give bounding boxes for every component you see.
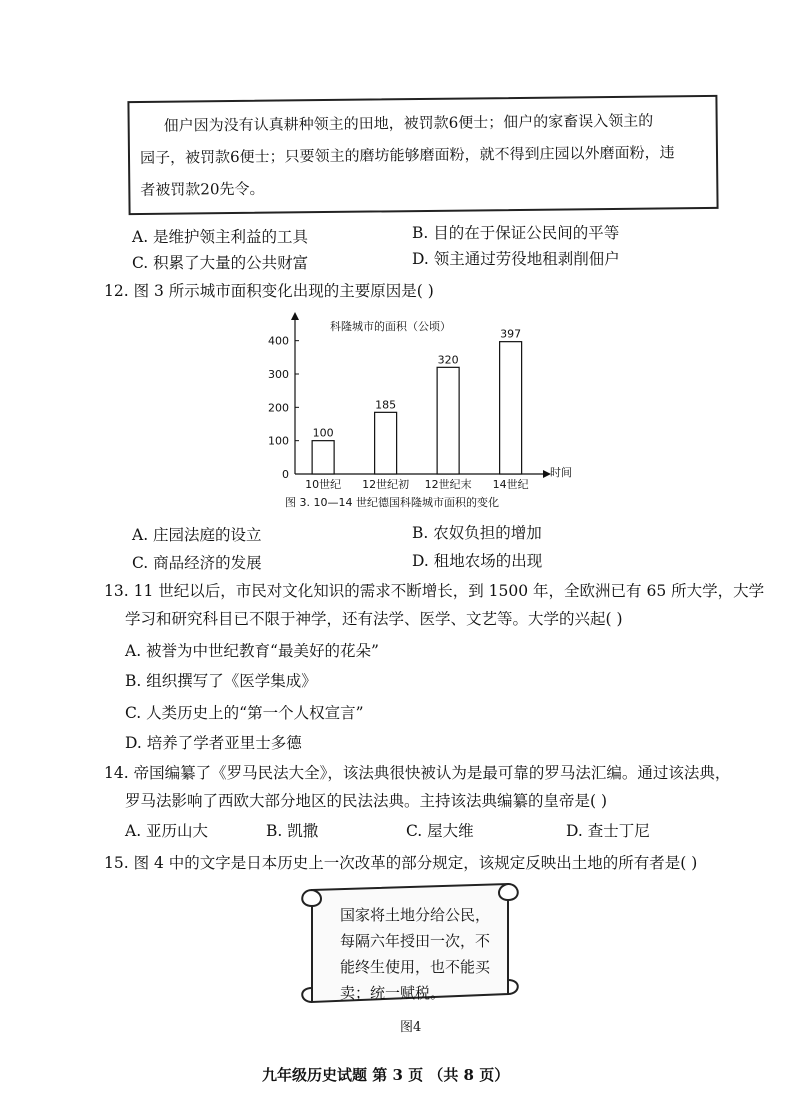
scroll-line-2: 每隔六年授田一次，不 [340,932,491,950]
q14-option-a[interactable]: A. 亚历山大 [125,822,209,840]
quote-box [127,95,718,215]
scroll-right-roll [499,884,518,900]
y-tick-label: 0 [282,468,289,481]
q12-option-b[interactable]: B. 农奴负担的增加 [412,524,542,542]
bar [500,342,522,474]
q11-option-d[interactable]: D. 领主通过劳役地租剥削佃户 [412,250,620,268]
q13-option-a[interactable]: A. 被誉为中世纪教育“最美好的花朵” [125,642,379,660]
q14-option-c[interactable]: C. 屋大维 [406,822,474,840]
bar [312,441,334,474]
category-label: 12世纪末 [424,478,472,491]
y-tick-label: 100 [268,434,289,448]
bar-value-label: 320 [437,353,459,367]
city-area-bar-chart [245,300,575,525]
figure-4-label: 图4 [400,1020,422,1035]
quote-line-1: 佃户因为没有认真耕种领主的田地，被罚款6便士；佃户的家畜误入领主的 [163,111,654,135]
q12-stem: 12. 图 3 所示城市面积变化出现的主要原因是( ) [104,282,434,300]
bar-value-label: 397 [500,327,522,341]
y-tick-label: 200 [268,401,289,415]
scroll-line-4: 卖；统一赋税。 [340,984,446,1002]
scroll-line-1: 国家将土地分给公民， [340,906,491,924]
q12-option-d[interactable]: D. 租地农场的出现 [412,552,543,570]
q11-option-a[interactable]: A. 是维护领主利益的工具 [132,228,309,246]
chart-bars [305,328,529,491]
q12-option-c[interactable]: C. 商品经济的发展 [132,554,262,572]
bar-value-label: 100 [312,426,334,440]
category-label: 10世纪 [305,478,342,491]
quote-line-2: 园子，被罚款6便士；只要领主的磨坊能够磨面粉，就不得到庄园以外磨面粉，违 [139,143,675,167]
bar [375,412,397,474]
chart-xlabel: 时间 [550,466,572,479]
y-axis-arrow [291,312,299,320]
q11-option-c[interactable]: C. 积累了大量的公共财富 [132,254,309,272]
q15-stem: 15. 图 4 中的文字是日本历史上一次改革的部分规定，该规定反映出土地的所有者是( ) [104,854,698,872]
quote-line-3: 者被罚款20先令。 [140,179,265,199]
y-tick-label: 400 [268,334,289,348]
category-label: 14世纪 [492,478,529,491]
q11-option-b[interactable]: B. 目的在于保证公民间的平等 [412,224,620,242]
q13-option-d[interactable]: D. 培养了学者亚里士多德 [125,734,302,752]
q14-stem-line-2: 罗马法影响了西欧大部分地区的民法法典。主持该法典编纂的皇帝是( ) [125,792,608,810]
q14-option-d[interactable]: D. 查士丁尼 [566,822,650,840]
bar-value-label: 185 [375,398,397,412]
bar [437,367,459,474]
q13-stem-line-1: 13. 11 世纪以后，市民对文化知识的需求不断增长，到 1500 年，全欧洲已有 65 所大学，大学 [104,582,765,600]
q13-option-b[interactable]: B. 组织撰写了《医学集成》 [125,672,317,690]
chart-title: 科隆城市的面积（公顷） [330,320,451,333]
y-tick-label: 300 [268,368,289,381]
q14-stem-line-1: 14. 帝国编纂了《罗马民法大全》，该法典很快被认为是最可靠的罗马法汇编。通过该法典， [104,764,731,782]
scroll-left-roll [302,890,321,906]
page-footer: 九年级历史试题 第 3 页 （共 8 页） [262,1066,510,1084]
q13-option-c[interactable]: C. 人类历史上的“第一个人权宣言” [125,704,364,722]
q12-option-a[interactable]: A. 庄园法庭的设立 [132,526,262,544]
chart-caption: 图 3. 10—14 世纪德国科隆城市面积的变化 [285,496,499,509]
q14-option-b[interactable]: B. 凯撒 [266,822,319,840]
scroll-line-3: 能终生使用，也不能买 [340,958,491,976]
q13-stem-line-2: 学习和研究科目已不限于神学，还有法学、医学、文艺等。大学的兴起( ) [125,610,623,628]
category-label: 12世纪初 [362,478,410,491]
